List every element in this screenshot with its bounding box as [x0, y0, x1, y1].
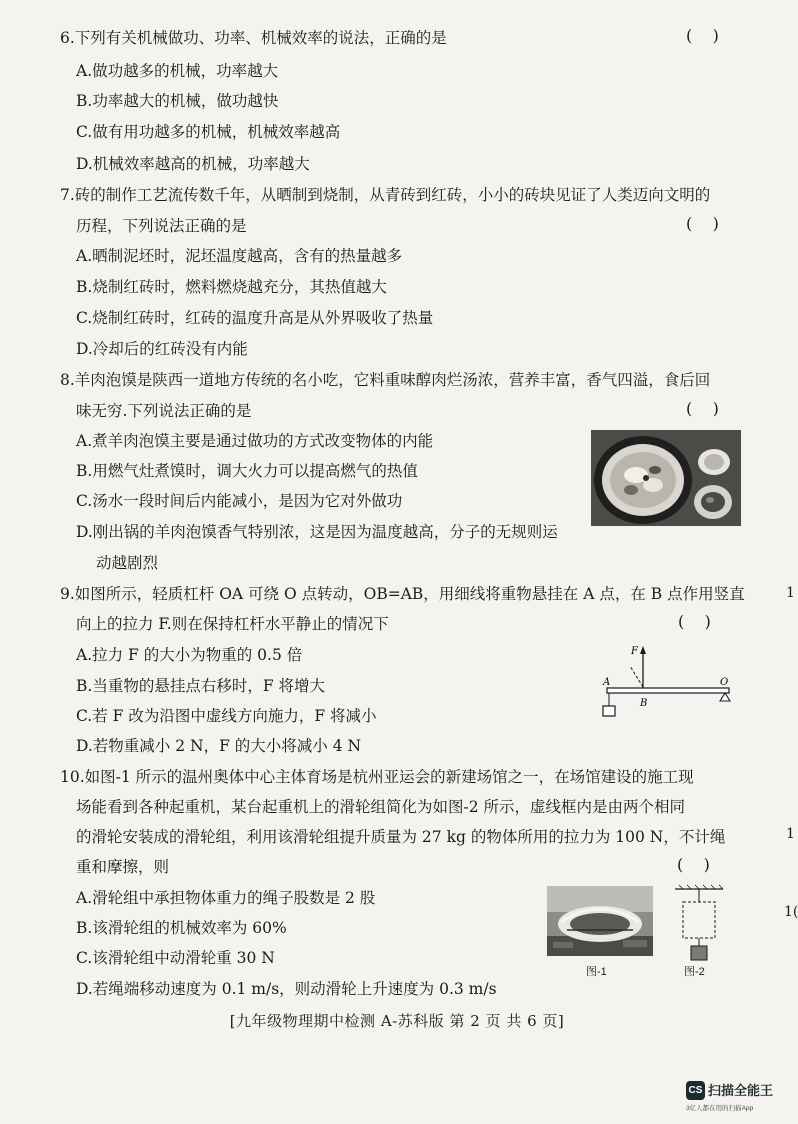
label-f: F: [631, 646, 638, 657]
stadium-photo: [547, 886, 653, 956]
q7-option-c: C.烧制红砖时，红砖的温度升高是从外界吸收了热量: [76, 309, 434, 327]
figure-1-caption: 图-1: [586, 966, 607, 978]
pivot-triangle: [720, 693, 730, 701]
edge-mark-1: 1: [786, 585, 795, 601]
q9-option-d: D.若物重减小 2 N，F 的大小将减小 4 N: [76, 737, 362, 755]
q8-option-a: A.煮羊肉泡馍主要是通过做功的方式改变物体的内能: [76, 432, 434, 450]
q8-option-c: C.汤水一段时间后内能减小，是因为它对外做功: [76, 492, 403, 510]
answer-paren-6: ( ): [686, 26, 719, 45]
weight-block: [603, 706, 615, 716]
paomo-photo: [591, 430, 741, 526]
label-o: O: [720, 677, 729, 688]
edge-mark-2: 1: [786, 826, 795, 842]
question-7-stem-cont: 历程，下列说法正确的是: [76, 217, 247, 235]
edge-mark-3: 1(: [784, 904, 798, 920]
q9-option-c: C.若 F 改为沿图中虚线方向施力，F 将减小: [76, 707, 377, 725]
force-arrowhead: [640, 646, 646, 654]
q6-option-c: C.做有用功越多的机械，机械效率越高: [76, 123, 341, 141]
pulley-box: [683, 902, 715, 938]
question-9-stem: 9.如图所示，轻质杠杆 OA 可绕 O 点转动，OB=AB，用细线将重物悬挂在 A 点，在 B 点作用竖直: [60, 585, 745, 603]
q6-option-b: B.功率越大的机械，做功越快: [76, 92, 279, 110]
q10-option-c: C.该滑轮组中动滑轮重 30 N: [76, 949, 275, 967]
q7-option-b: B.烧制红砖时，燃料燃烧越充分，其热值越大: [76, 278, 387, 296]
brand-name: 扫描全能王: [708, 1083, 774, 1098]
q9-option-a: A.拉力 F 的大小为物重的 0.5 倍: [76, 646, 303, 664]
label-a: A: [603, 677, 611, 688]
question-8-stem-cont: 味无穷.下列说法正确的是: [76, 402, 252, 420]
q10-option-a: A.滑轮组中承担物体重力的绳子股数是 2 股: [76, 889, 376, 907]
answer-paren-10: ( ): [677, 855, 710, 874]
question-9-stem-cont: 向上的拉力 F.则在保持杠杆水平静止的情况下: [76, 615, 389, 633]
q6-option-a: A.做功越多的机械，功率越大: [76, 62, 279, 80]
q6-option-d: D.机械效率越高的机械，功率越大: [76, 155, 310, 173]
lever-diagram: [595, 640, 740, 722]
q7-option-d: D.冷却后的红砖没有内能: [76, 340, 248, 358]
question-10-stem: 10.如图-1 所示的温州奥体中心主体育场是杭州亚运会的新建场馆之一，在场馆建设的施工现: [60, 768, 694, 786]
question-10-stem-cont-2: 的滑轮安装成的滑轮组，利用该滑轮组提升质量为 27 kg 的物体所用的拉力为 100 N，不计绳: [76, 828, 726, 846]
dashed-force-line: [630, 666, 643, 687]
page-footer: [九年级物理期中检测 A-苏科版 第 2 页 共 6 页]: [229, 1012, 565, 1030]
q9-option-b: B.当重物的悬挂点右移时，F 将增大: [76, 677, 326, 695]
answer-paren-8: ( ): [686, 399, 719, 418]
q8-option-d: D.刚出锅的羊肉泡馍香气特别浓，这是因为温度越高，分子的无规则运: [76, 523, 558, 541]
answer-paren-7: ( ): [686, 214, 719, 233]
lever-bar: [607, 688, 729, 693]
q8-option-b: B.用燃气灶煮馍时，调大火力可以提高燃气的热值: [76, 462, 418, 480]
question-8-stem: 8.羊肉泡馍是陕西一道地方传统的名小吃，它料重味醇肉烂汤浓，营养丰富，香气四溢，食后回: [60, 371, 711, 389]
figure-2-caption: 图-2: [684, 966, 705, 978]
pulley-diagram: [673, 884, 727, 964]
label-b: B: [640, 698, 648, 709]
load-block: [691, 946, 707, 960]
answer-paren-9: ( ): [678, 612, 711, 631]
question-10-stem-cont-3: 重和摩擦，则: [76, 858, 170, 876]
camscanner-logo-icon: CS: [686, 1081, 705, 1100]
scanner-watermark: [686, 1081, 790, 1115]
question-10-stem-cont-1: 场能看到各种起重机，某台起重机上的滑轮组简化为如图-2 所示，虚线框内是由两个相同: [76, 798, 686, 816]
brand-tagline: 3亿人都在用的扫描App: [686, 1105, 754, 1112]
question-7-stem: 7.砖的制作工艺流传数千年，从晒制到烧制，从青砖到红砖，小小的砖块见证了人类迈向文明的: [60, 186, 711, 204]
q7-option-a: A.晒制泥坯时，泥坯温度越高，含有的热量越多: [76, 247, 403, 265]
q10-option-d: D.若绳端移动速度为 0.1 m/s，则动滑轮上升速度为 0.3 m/s: [76, 980, 497, 998]
q10-option-b: B.该滑轮组的机械效率为 60%: [76, 919, 287, 937]
q8-option-d-cont: 动越剧烈: [96, 554, 159, 572]
question-6-stem: 6.下列有关机械做功、功率、机械效率的说法，正确的是: [60, 29, 447, 47]
